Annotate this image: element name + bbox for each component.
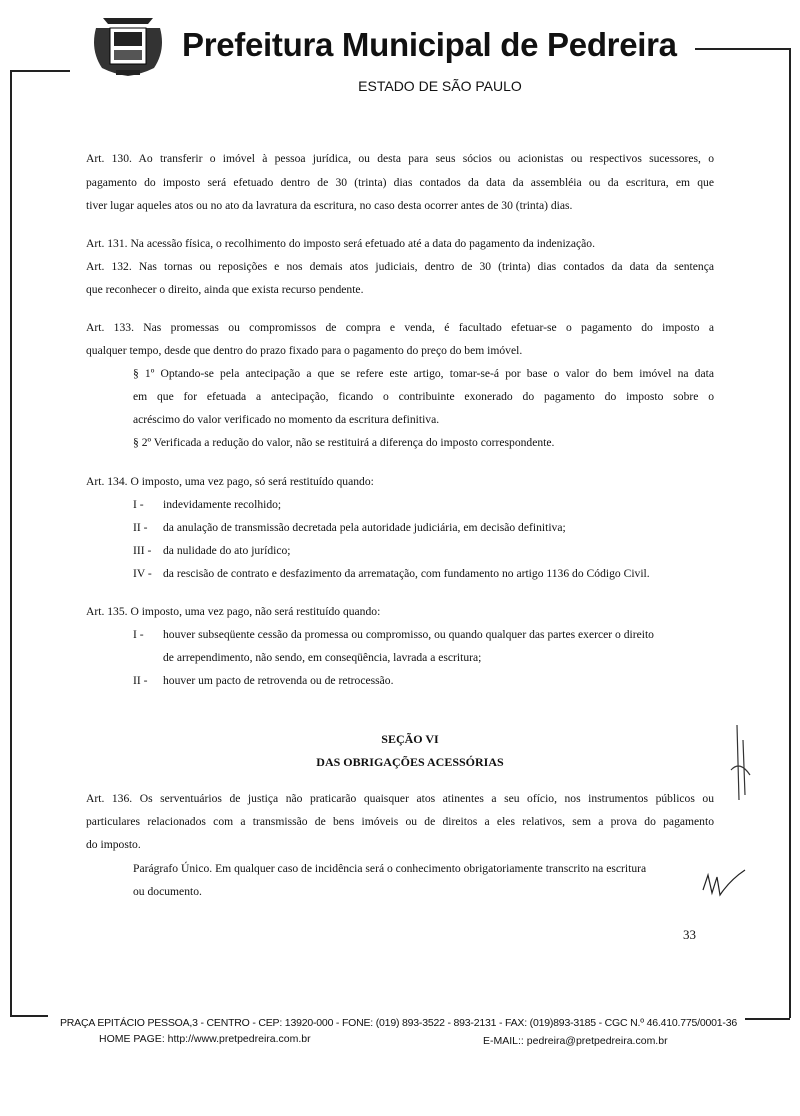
art134: Art. 134. O imposto, uma vez pago, só será restituído quando: [86,475,374,488]
paragraph1-line: em que for efetuada a antecipação, ficando o contribuinte exonerado do pagamento do imposto sobre o [133,390,714,403]
item-text: houver subseqüente cessão da promessa ou compromisso, ou quando qualquer das partes exercer o direito [163,628,654,641]
paragraph1-line: acréscimo do valor verificado no momento da escritura definitiva. [133,413,440,426]
list-item-continuation: de arrependimento, não sendo, em conseqüência, lavrada a escritura; [163,651,482,664]
list-item [133,567,650,580]
item-number: I - [133,498,144,511]
list-item [133,498,281,511]
footer-homepage: HOME PAGE: http://www.pretpedreira.com.br [99,1033,311,1045]
list-item [133,521,566,534]
item-text: da rescisão de contrato e desfazimento da arrematação, com fundamento no artigo 1136 do Código Civil. [163,567,650,580]
item-text: houver um pacto de retrovenda ou de retrocessão. [163,674,394,687]
item-number: IV - [133,567,152,580]
art132-line: que reconhecer o direito, ainda que exista recurso pendente. [86,283,364,296]
paragraph-unico-line: Parágrafo Único. Em qualquer caso de incidência será o conhecimento obrigatoriamente transcrito na escritura [133,862,647,875]
art130-line: pagamento do imposto será efetuado dentro de 30 (trinta) dias contados da data da assembléia ou da escritura, em que [86,176,714,189]
item-number: I - [133,628,144,641]
section-title: SEÇÃO VI [381,732,439,746]
art130-line: tiver lugar aqueles atos ou no ato da lavratura da escritura, no caso desta ocorrer antes de 30 (trinta) dias. [86,199,573,212]
border-bottom-right [745,1018,790,1020]
border-top-right [695,48,790,50]
art133-line: Art. 133. Nas promessas ou compromissos de compra e venda, é facultado efetuar-se o pagamento do imposto a [86,321,714,334]
art136-line: Art. 136. Os serventuários de justiça não praticarão quaisquer atos atinentes a seu ofício, nos instrumentos públicos ou [86,792,714,805]
handwritten-signature [700,865,750,905]
handwritten-initials-mark [725,720,755,805]
list-item [133,674,394,687]
page-title: Prefeitura Municipal de Pedreira [182,26,677,63]
item-text: da anulação de transmissão decretada pela autoridade judiciária, em decisão definitiva; [163,521,566,534]
art135: Art. 135. O imposto, uma vez pago, não será restituído quando: [86,605,381,618]
art130-line: Art. 130. Ao transferir o imóvel à pessoa jurídica, ou desta para seus sócios ou acionistas ou respectivos sucessores, o [86,152,714,165]
paragraph2: § 2º Verificada a redução do valor, não se restituirá a diferença do imposto correspondente. [133,436,555,449]
border-top-left [10,70,70,72]
section-subtitle: DAS OBRIGAÇÕES ACESSÓRIAS [316,755,504,769]
page-number: 33 [683,927,696,942]
paragraph-unico-line: ou documento. [133,885,202,898]
item-text: indevidamente recolhido; [163,498,282,511]
item-number: II - [133,521,148,534]
coat-of-arms-logo [88,10,168,80]
list-item [133,544,291,557]
border-left [10,70,12,1015]
paragraph1-line: § 1º Optando-se pela antecipação a que se refere este artigo, tomar-se-á por base o valor do bem imóvel na data [133,367,714,380]
art136-line: particulares relacionados com a transmissão de bens imóveis ou de direitos a eles relativos, sem a prova do pagamento [86,815,714,828]
list-item [133,628,654,641]
border-right [789,48,791,1018]
border-bottom-left [10,1015,48,1017]
page-subtitle: ESTADO DE SÃO PAULO [358,78,522,94]
footer-address: PRAÇA EPITÁCIO PESSOA,3 - CENTRO - CEP: 13920-000 - FONE: (019) 893-3522 - 893-2131 - FAX: (019)893-3185 - CGC N.º 46.410.775/0001-36 [60,1017,737,1029]
item-number: II - [133,674,148,687]
art133-line: qualquer tempo, desde que dentro do prazo fixado para o pagamento do preço do bem imóvel. [86,344,523,357]
item-text: da nulidade do ato jurídico; [163,544,291,557]
art136-line: do imposto. [86,838,141,851]
art131: Art. 131. Na acessão física, o recolhimento do imposto será efetuado até a data do pagamento da indenização. [86,237,595,250]
art132-line: Art. 132. Nas tornas ou reposições e nos demais atos judiciais, dentro de 30 (trinta) dias contados da data da sentença [86,260,714,273]
footer-email: E-MAIL:: pedreira@pretpedreira.com.br [483,1035,668,1047]
item-number: III - [133,544,152,557]
